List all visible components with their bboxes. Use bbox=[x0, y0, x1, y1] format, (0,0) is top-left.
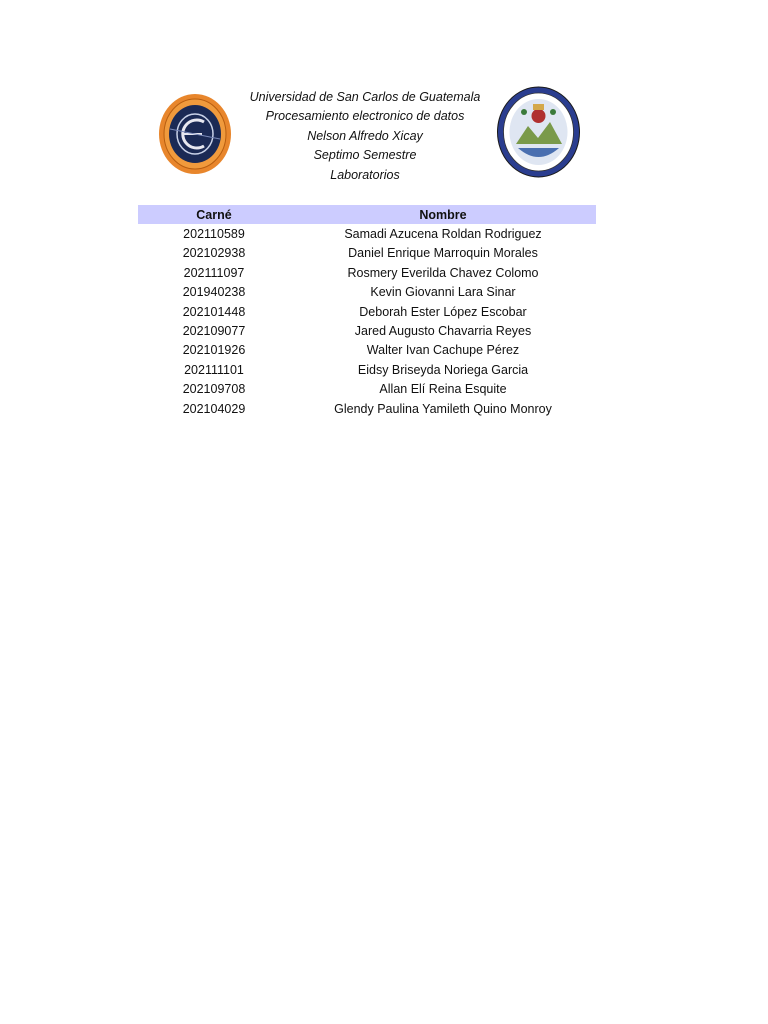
table-row bbox=[138, 244, 596, 263]
nombre-cell: Walter Ivan Cachupe Pérez bbox=[366, 343, 520, 358]
carne-cell: 201940238 bbox=[182, 285, 246, 300]
nombre-cell: Allan Elí Reina Esquite bbox=[379, 382, 507, 397]
table-row bbox=[138, 302, 596, 321]
nombre-cell: Deborah Ester López Escobar bbox=[359, 304, 527, 319]
table-row bbox=[138, 341, 596, 360]
carne-cell: 202109077 bbox=[182, 324, 246, 339]
carne-cell: 202101926 bbox=[182, 343, 246, 358]
nombre-cell: Kevin Giovanni Lara Sinar bbox=[370, 285, 516, 300]
carne-cell: 202101448 bbox=[182, 304, 246, 319]
table-row bbox=[138, 399, 596, 418]
nombre-cell: Jared Augusto Chavarria Reyes bbox=[354, 324, 532, 339]
carne-cell: 202110589 bbox=[183, 227, 245, 242]
university-name: Universidad de San Carlos de Guatemala bbox=[249, 90, 481, 104]
usac-coat-of-arms-icon bbox=[496, 86, 581, 178]
table-row bbox=[138, 263, 596, 282]
nombre-cell: Samadi Azucena Roldan Rodriguez bbox=[344, 227, 542, 242]
carne-cell: 202102938 bbox=[182, 246, 246, 261]
course-name: Procesamiento electronico de datos bbox=[265, 109, 465, 124]
students-table bbox=[138, 205, 596, 418]
table-row bbox=[138, 224, 596, 243]
column-header-carne: Carné bbox=[196, 207, 232, 222]
nombre-cell: Rosmery Everilda Chavez Colomo bbox=[347, 265, 539, 280]
carne-cell: 202111097 bbox=[183, 265, 245, 280]
table-row bbox=[138, 380, 596, 399]
instructor-name: Nelson Alfredo Xicay bbox=[307, 128, 423, 143]
semester: Septimo Semestre bbox=[313, 148, 417, 163]
table-row bbox=[138, 321, 596, 340]
nombre-cell: Daniel Enrique Marroquin Morales bbox=[348, 246, 538, 261]
nombre-cell: Eidsy Briseyda Noriega Garcia bbox=[357, 362, 529, 377]
document-type: Laboratorios bbox=[330, 167, 400, 182]
faculty-seal-icon bbox=[158, 93, 232, 175]
table-row bbox=[138, 283, 596, 302]
carne-cell: 202109708 bbox=[182, 382, 246, 397]
document-header bbox=[230, 88, 500, 185]
carne-cell: 202111101 bbox=[184, 362, 244, 377]
table-row bbox=[138, 360, 596, 379]
table-header-row bbox=[138, 205, 596, 224]
column-header-nombre: Nombre bbox=[419, 207, 467, 222]
carne-cell: 202104029 bbox=[182, 401, 246, 416]
nombre-cell: Glendy Paulina Yamileth Quino Monroy bbox=[334, 401, 552, 416]
